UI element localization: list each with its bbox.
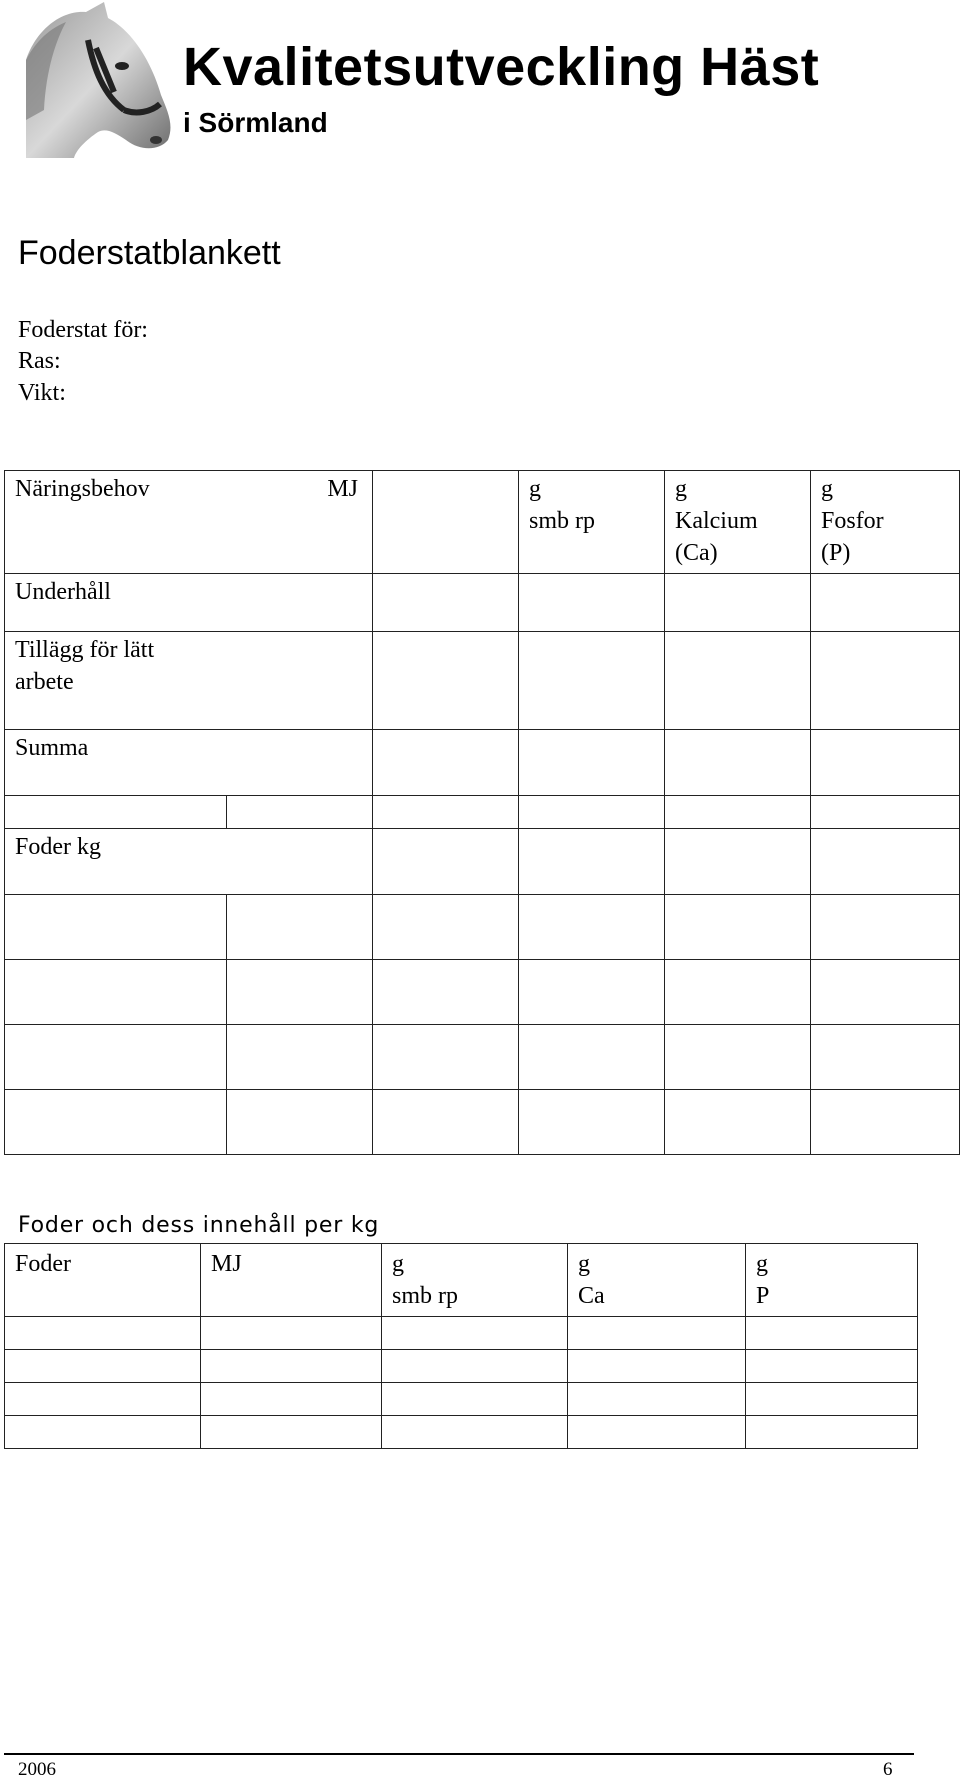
header-rp: g smb rp bbox=[382, 1244, 568, 1317]
feed-content-table bbox=[4, 1243, 918, 1449]
row-label-underhall: Underhåll bbox=[5, 574, 227, 632]
input-cell[interactable] bbox=[665, 1025, 811, 1090]
input-cell[interactable] bbox=[519, 895, 665, 960]
table-row bbox=[5, 796, 960, 829]
input-cell[interactable] bbox=[519, 960, 665, 1025]
input-cell[interactable] bbox=[811, 632, 960, 730]
row-label-summa: Summa bbox=[5, 730, 227, 796]
input-cell[interactable] bbox=[665, 574, 811, 632]
input-cell[interactable] bbox=[519, 730, 665, 796]
input-cell[interactable] bbox=[382, 1317, 568, 1350]
section-title-feed-content: Foder och dess innehåll per kg bbox=[18, 1213, 380, 1238]
input-cell[interactable] bbox=[811, 1025, 960, 1090]
input-cell[interactable] bbox=[811, 829, 960, 895]
input-cell[interactable] bbox=[519, 632, 665, 730]
input-cell[interactable] bbox=[373, 1090, 519, 1155]
page-number: 6 bbox=[883, 1759, 893, 1780]
input-cell[interactable] bbox=[382, 1383, 568, 1416]
input-cell[interactable] bbox=[811, 730, 960, 796]
input-cell[interactable] bbox=[201, 1416, 382, 1449]
input-cell[interactable] bbox=[227, 829, 373, 895]
input-cell[interactable] bbox=[5, 796, 227, 829]
input-cell[interactable] bbox=[227, 796, 373, 829]
input-cell[interactable] bbox=[227, 1090, 373, 1155]
header-p: g P bbox=[746, 1244, 918, 1317]
input-cell[interactable] bbox=[665, 730, 811, 796]
input-cell[interactable] bbox=[811, 574, 960, 632]
input-cell[interactable] bbox=[227, 730, 373, 796]
input-cell[interactable] bbox=[227, 574, 373, 632]
input-cell[interactable] bbox=[519, 796, 665, 829]
input-cell[interactable] bbox=[227, 960, 373, 1025]
table-row bbox=[5, 730, 960, 796]
input-cell[interactable] bbox=[519, 574, 665, 632]
header-ca: g Ca bbox=[568, 1244, 746, 1317]
header-need: Näringsbehov bbox=[5, 471, 227, 574]
input-cell[interactable] bbox=[519, 1090, 665, 1155]
header-foder: Foder bbox=[5, 1244, 201, 1317]
input-cell[interactable] bbox=[811, 796, 960, 829]
input-cell[interactable] bbox=[201, 1350, 382, 1383]
input-cell[interactable] bbox=[5, 960, 227, 1025]
input-cell[interactable] bbox=[811, 1090, 960, 1155]
table-row bbox=[5, 1317, 918, 1350]
table-row bbox=[5, 895, 960, 960]
footer-year: 2006 bbox=[18, 1759, 56, 1780]
input-cell[interactable] bbox=[811, 960, 960, 1025]
nutrition-needs-table bbox=[4, 470, 960, 1155]
input-cell[interactable] bbox=[5, 1350, 201, 1383]
input-cell[interactable] bbox=[373, 574, 519, 632]
table-row bbox=[5, 1025, 960, 1090]
table-row bbox=[5, 1416, 918, 1449]
input-cell[interactable] bbox=[568, 1350, 746, 1383]
header-p: g Fosfor (P) bbox=[811, 471, 960, 574]
horse-logo-image bbox=[26, 0, 176, 158]
input-cell[interactable] bbox=[382, 1350, 568, 1383]
input-cell[interactable] bbox=[373, 796, 519, 829]
field-label-foderstat-for: Foderstat för: bbox=[18, 317, 148, 343]
input-cell[interactable] bbox=[201, 1317, 382, 1350]
input-cell[interactable] bbox=[5, 1383, 201, 1416]
row-label-tillagg: Tillägg för lätt arbete bbox=[5, 632, 227, 730]
input-cell[interactable] bbox=[665, 829, 811, 895]
input-cell[interactable] bbox=[665, 960, 811, 1025]
footer-divider bbox=[4, 1753, 914, 1755]
table-row bbox=[5, 1383, 918, 1416]
header-empty bbox=[373, 471, 519, 574]
input-cell[interactable] bbox=[373, 960, 519, 1025]
input-cell[interactable] bbox=[746, 1317, 918, 1350]
input-cell[interactable] bbox=[227, 1025, 373, 1090]
input-cell[interactable] bbox=[665, 632, 811, 730]
header-mj: MJ bbox=[201, 1244, 382, 1317]
table-row bbox=[5, 829, 960, 895]
organization-title: Kvalitetsutveckling Häst bbox=[183, 37, 820, 97]
input-cell[interactable] bbox=[5, 1416, 201, 1449]
header-ca: g Kalcium (Ca) bbox=[665, 471, 811, 574]
input-cell[interactable] bbox=[5, 895, 227, 960]
input-cell[interactable] bbox=[568, 1317, 746, 1350]
header-rp: g smb rp bbox=[519, 471, 665, 574]
row-label-foder-kg: Foder kg bbox=[5, 829, 227, 895]
input-cell[interactable] bbox=[568, 1416, 746, 1449]
input-cell[interactable] bbox=[746, 1383, 918, 1416]
input-cell[interactable] bbox=[5, 1317, 201, 1350]
input-cell[interactable] bbox=[373, 1025, 519, 1090]
input-cell[interactable] bbox=[665, 1090, 811, 1155]
input-cell[interactable] bbox=[201, 1383, 382, 1416]
input-cell[interactable] bbox=[373, 829, 519, 895]
input-cell[interactable] bbox=[5, 1025, 227, 1090]
input-cell[interactable] bbox=[665, 895, 811, 960]
table-row bbox=[5, 960, 960, 1025]
table-header-row bbox=[5, 1244, 918, 1317]
field-label-ras: Ras: bbox=[18, 348, 61, 374]
input-cell[interactable] bbox=[227, 895, 373, 960]
table-header-row bbox=[5, 471, 960, 574]
organization-subtitle: i Sörmland bbox=[183, 107, 328, 138]
input-cell[interactable] bbox=[665, 796, 811, 829]
table-row bbox=[5, 574, 960, 632]
input-cell[interactable] bbox=[382, 1416, 568, 1449]
field-label-vikt: Vikt: bbox=[18, 380, 66, 406]
input-cell[interactable] bbox=[5, 1090, 227, 1155]
header-mj: MJ bbox=[227, 471, 373, 574]
table-row bbox=[5, 1350, 918, 1383]
input-cell[interactable] bbox=[227, 632, 373, 730]
input-cell[interactable] bbox=[811, 895, 960, 960]
input-cell[interactable] bbox=[373, 632, 519, 730]
input-cell[interactable] bbox=[373, 895, 519, 960]
input-cell[interactable] bbox=[746, 1416, 918, 1449]
input-cell[interactable] bbox=[519, 829, 665, 895]
page-title: Foderstatblankett bbox=[18, 234, 281, 272]
input-cell[interactable] bbox=[519, 1025, 665, 1090]
input-cell[interactable] bbox=[568, 1383, 746, 1416]
table-row bbox=[5, 632, 960, 730]
input-cell[interactable] bbox=[373, 730, 519, 796]
table-row bbox=[5, 1090, 960, 1155]
input-cell[interactable] bbox=[746, 1350, 918, 1383]
